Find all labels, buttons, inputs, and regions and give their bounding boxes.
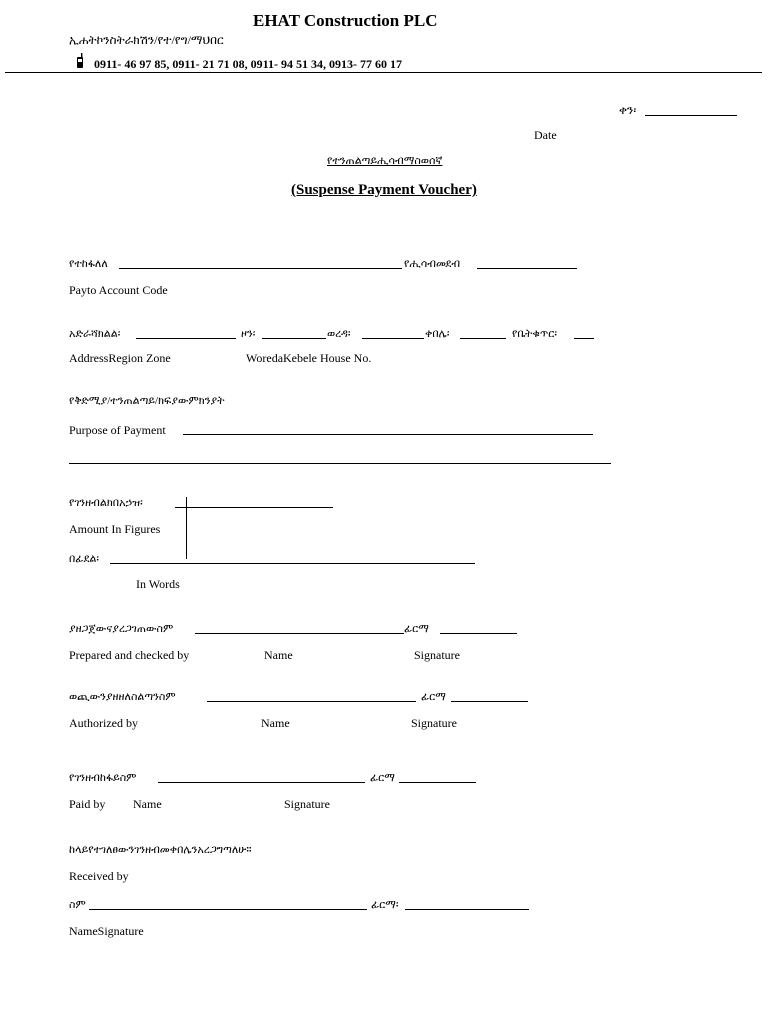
received-sign-amharic-label: ፊርማ፡ [371, 899, 399, 911]
received-name-field[interactable] [89, 909, 367, 910]
purpose-field[interactable] [183, 434, 593, 435]
prepared-by-label: Prepared and checked by [69, 648, 190, 662]
zone-field[interactable] [262, 338, 326, 339]
woreda-amharic-label: ወረዳ፡ [327, 328, 351, 340]
prepared-name-label: Name [264, 648, 293, 662]
payto-amharic-label: የተከፋለለ [69, 258, 108, 270]
paid-name-field[interactable] [158, 782, 365, 783]
received-name-amharic-label: ስም [69, 899, 86, 911]
house-no-amharic-label: የቤትቁጥር፡ [512, 328, 557, 340]
title-amharic: የተንጠልጣይሒሳብማስወሰኛ [327, 155, 443, 167]
amount-divider [186, 497, 187, 559]
amount-figures-field[interactable] [175, 507, 333, 508]
kebele-field[interactable] [460, 338, 506, 339]
received-signature-field[interactable] [405, 909, 529, 910]
account-code-field[interactable] [477, 268, 577, 269]
authorized-signature-field[interactable] [451, 701, 528, 702]
authorized-by-label: Authorized by [69, 716, 138, 730]
payto-field[interactable] [119, 268, 402, 269]
received-statement-amharic: ከላይየተገለፀውንገንዘብመቀበሌንአረጋግጣለሁ። [69, 844, 252, 856]
prepared-amharic-label: ያዘጋጀውናያረጋገጠውስም [69, 623, 174, 635]
region-field[interactable] [136, 338, 236, 339]
company-amharic-name: ኢሐትኮንስትራክሽን/የተ/የግ/ማህበር [69, 33, 224, 47]
woreda-kebele-house-label: WoredaKebele House No. [246, 351, 372, 365]
paid-amharic-label: የገንዘብከፋይስም [69, 772, 137, 784]
payto-account-code-label: Payto Account Code [69, 283, 168, 297]
date-label: Date [534, 128, 557, 142]
amount-words-field[interactable] [110, 563, 475, 564]
purpose-field-continued[interactable] [69, 463, 611, 464]
received-name-signature-label: NameSignature [69, 924, 144, 938]
authorized-signature-label: Signature [411, 716, 457, 730]
prepared-sign-amharic-label: ፊርማ [404, 623, 429, 635]
region-amharic-label: አድራሻክልል፡ [69, 328, 121, 340]
received-by-label: Received by [69, 869, 129, 883]
amount-figures-label: Amount In Figures [69, 522, 161, 536]
prepared-signature-field[interactable] [440, 633, 517, 634]
authorized-amharic-label: ወጪውንያዘዘለስልጣንስም [69, 691, 176, 703]
zone-amharic-label: ዞን፡ [241, 328, 256, 340]
authorized-name-label: Name [261, 716, 290, 730]
paid-name-label: Name [133, 797, 162, 811]
authorized-name-field[interactable] [207, 701, 416, 702]
paid-sign-amharic-label: ፊርማ [370, 772, 395, 784]
date-amharic-label: ቀን፡ [619, 103, 637, 117]
woreda-field[interactable] [362, 338, 424, 339]
amount-figures-amharic-label: የገንዘብልክበአኃዝ፡ [69, 497, 143, 509]
prepared-signature-label: Signature [414, 648, 460, 662]
house-no-field[interactable] [574, 338, 594, 339]
company-name: EHAT Construction PLC [253, 11, 438, 30]
amount-words-label: In Words [136, 577, 180, 591]
paid-by-label: Paid by [69, 797, 106, 811]
purpose-amharic-label: የቅድሚያ/ተንጠልጣይ/ክፍያውምክንያት [69, 395, 225, 407]
amount-words-amharic-label: በፊደል፡ [69, 553, 100, 565]
header-rule [5, 72, 762, 73]
paid-signature-label: Signature [284, 797, 330, 811]
phone-icon [76, 53, 84, 69]
account-code-amharic-label: የሒሳብመደብ [404, 258, 461, 270]
date-field[interactable] [645, 115, 737, 116]
address-region-zone-label: AddressRegion Zone [69, 351, 171, 365]
purpose-label: Purpose of Payment [69, 423, 166, 437]
kebele-amharic-label: ቀበሌ፡ [425, 328, 450, 340]
company-phones: 0911- 46 97 85, 0911- 21 71 08, 0911- 94 51 34, 0913- 77 60 17 [94, 57, 402, 71]
prepared-name-field[interactable] [195, 633, 404, 634]
paid-signature-field[interactable] [399, 782, 476, 783]
authorized-sign-amharic-label: ፊርማ [421, 691, 446, 703]
page-title: (Suspense Payment Voucher) [291, 182, 477, 198]
